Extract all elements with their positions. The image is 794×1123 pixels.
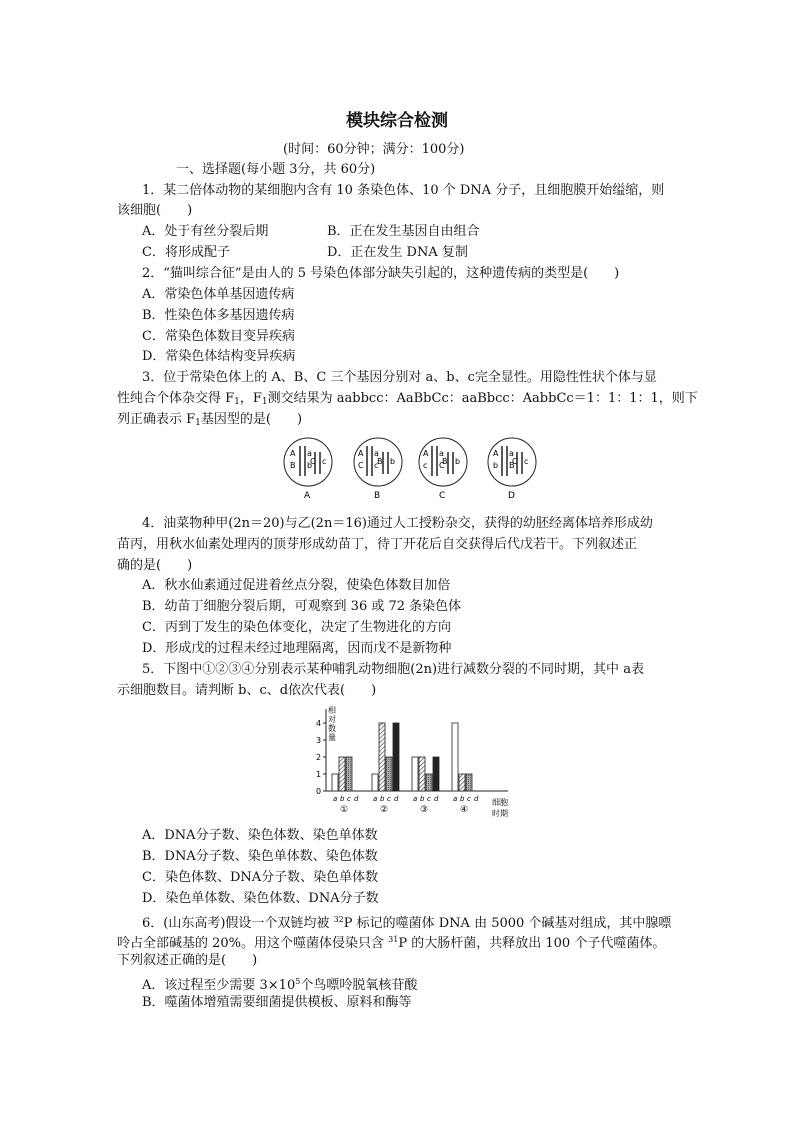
bar-d-3 — [433, 757, 439, 791]
q3-cell-d — [488, 438, 536, 486]
page-title: 模块综合检测 — [346, 111, 448, 131]
q2-option-a: A．常染色体单基因遗传病 — [142, 287, 295, 302]
svg-text:时期: 时期 — [492, 809, 508, 818]
svg-text:b: b — [455, 457, 461, 466]
bar-letter-label: a — [453, 795, 458, 803]
bar-c-2 — [386, 757, 392, 791]
q5-option-c: C．染色体数、DNA分子数、染色单体数 — [142, 870, 379, 885]
bar-letter-label: b — [460, 795, 465, 803]
q6-option-b: B．噬菌体增殖需要细菌提供模板、原料和酶等 — [142, 995, 412, 1010]
bar-letter-label: b — [340, 795, 345, 803]
bar-a-1 — [332, 774, 338, 791]
q3-label-a: A — [304, 491, 311, 501]
q3-label-c: C — [439, 491, 446, 501]
svg-text:A: A — [493, 449, 499, 458]
svg-text:b: b — [390, 457, 396, 466]
y-tick-label: 3 — [316, 736, 322, 745]
bar-a-2 — [372, 774, 378, 791]
bar-letter-label: c — [427, 795, 431, 803]
section-heading: 一、选择题(每小题 3分，共 60分) — [176, 162, 376, 177]
q5-stem-line1: 5．下图中①②③④分别表示某种哺乳动物细胞(2n)进行减数分裂的不同时期，其中 a表 — [142, 662, 644, 677]
svg-text:c: c — [524, 457, 529, 466]
svg-text:a: a — [374, 449, 379, 458]
svg-text:量: 量 — [328, 733, 336, 742]
q6-stem-line2: 呤占全部碱基的 20%。用这个噬菌体侵染只含 $^{31}$P 的大肠杆菌，共释放出 100 个子代噬菌体。 — [117, 935, 666, 951]
bar-letter-label: d — [394, 795, 399, 803]
q3-stem-line2: 性纯合个体杂交得 $F_1$，$F_1$测交结果为 aabbcc：AaBbCc：aaBbcc：AabbCc＝1：1：1：1，则下 — [117, 391, 698, 407]
bar-letter-label: c — [347, 795, 351, 803]
svg-text:C: C — [310, 457, 316, 466]
svg-text:相: 相 — [328, 706, 336, 715]
bar-c-4 — [466, 774, 472, 791]
q1-option-b: B．正在发生基因自由组合 — [327, 224, 480, 239]
svg-text:b: b — [493, 461, 499, 470]
bar-letter-label: d — [434, 795, 439, 803]
bar-b-1 — [339, 757, 345, 791]
q2-stem: 2．“猫叫综合征”是由人的 5 号染色体部分缺失引起的，这种遗传病的类型是( ) — [142, 266, 620, 281]
q5-stem-line2: 示细胞数目。请判断 b、c、d依次代表( ) — [117, 683, 377, 698]
q4-stem-line1: 4．油菜物种甲(2n＝20)与乙(2n＝16)通过人工授粉杂交，获得的幼胚经离体培养形成幼 — [142, 516, 653, 531]
q4-option-d: D．形成戊的过程未经过地理隔离，因而戊不是新物种 — [142, 641, 452, 656]
q3-cell-a — [284, 438, 332, 486]
q3-stem-line3: 列正确表示 $F_1$基因型的是( ) — [117, 412, 303, 428]
svg-text:c: c — [423, 461, 428, 470]
bar-letter-label: c — [467, 795, 471, 803]
bar-d-2 — [393, 723, 399, 791]
bar-a-4 — [452, 723, 458, 791]
exam-info: (时间：60分钟；满分：100分) — [283, 142, 465, 157]
svg-text:B: B — [377, 457, 383, 466]
y-tick-label: 4 — [316, 719, 322, 728]
category-label: ③ — [420, 805, 429, 815]
bar-letter-label: d — [474, 795, 479, 803]
svg-text:c: c — [374, 461, 379, 470]
q1-option-a: A．处于有丝分裂后期 — [142, 224, 269, 239]
q3-label-d: D — [508, 491, 515, 501]
svg-text:A: A — [358, 449, 364, 458]
q3-cell-c — [419, 438, 467, 486]
category-label: ④ — [460, 805, 469, 815]
q5-bar-chart — [296, 703, 526, 823]
svg-text:A: A — [290, 449, 296, 458]
svg-text:B: B — [290, 461, 296, 470]
y-tick-label: 2 — [316, 753, 322, 762]
q2-option-d: D．常染色体结构变异疾病 — [142, 349, 296, 364]
bar-c-3 — [426, 774, 432, 791]
q4-stem-line3: 确的是( ) — [117, 558, 193, 573]
q1-option-d: D．正在发生 DNA 复制 — [327, 245, 468, 260]
svg-text:B: B — [509, 461, 515, 470]
q6-stem-line1: 6．(山东高考)假设一个双链均被 $^{32}$P 标记的噬菌体 DNA 由 5000 个碱基对组成，其中腺嘌 — [142, 915, 672, 931]
q3-label-b: B — [374, 491, 381, 501]
y-axis-label — [328, 705, 336, 742]
bar-letter-label: c — [387, 795, 391, 803]
q3-cell-b — [354, 438, 402, 486]
bar-a-3 — [412, 757, 418, 791]
svg-text:C: C — [512, 457, 518, 466]
q6-option-a: A．该过程至少需要 $3\times 10^5$个鸟嘌呤脱氧核苷酸 — [142, 977, 418, 993]
bar-b-2 — [379, 723, 385, 791]
bar-c-1 — [346, 757, 352, 791]
svg-text:a: a — [509, 449, 514, 458]
bar-letter-label: a — [373, 795, 378, 803]
q5-option-d: D．染色单体数、染色体数、DNA分子数 — [142, 891, 379, 906]
x-axis-label — [492, 798, 508, 818]
svg-text:对: 对 — [328, 715, 336, 724]
bar-letter-label: d — [354, 795, 359, 803]
category-label: ① — [340, 805, 349, 815]
category-label: ② — [380, 805, 389, 815]
bar-letter-label: a — [413, 795, 418, 803]
y-tick-label: 0 — [316, 787, 322, 796]
svg-text:B: B — [442, 457, 448, 466]
q4-option-c: C．丙到丁发生的染色体变化，决定了生物进化的方向 — [142, 620, 451, 635]
bar-letter-label: a — [333, 795, 338, 803]
q4-option-b: B．幼苗丁细胞分裂后期，可观察到 36 或 72 条染色体 — [142, 599, 462, 614]
svg-text:细胞: 细胞 — [492, 798, 508, 807]
svg-text:A: A — [423, 449, 429, 458]
bar-b-3 — [419, 757, 425, 791]
q6-stem-line3: 下列叙述正确的是( ) — [117, 953, 258, 968]
bar-letter-label: b — [420, 795, 425, 803]
svg-text:c: c — [322, 457, 327, 466]
q2-option-b: B．性染色体多基因遗传病 — [142, 308, 295, 323]
q1-stem-line2: 该细胞( ) — [117, 203, 193, 218]
svg-text:a: a — [307, 449, 312, 458]
q1-option-c: C．将形成配子 — [142, 245, 230, 260]
bar-b-4 — [459, 774, 465, 791]
svg-text:C: C — [358, 461, 364, 470]
q3-genotype-diagrams — [270, 434, 550, 502]
q4-stem-line2: 苗丙，用秋水仙素处理丙的顶芽形成幼苗丁，待丁开花后自交获得后代戊若干。下列叙述正 — [117, 537, 638, 552]
q2-option-c: C．常染色体数目变异疾病 — [142, 329, 295, 344]
q1-stem-line1: 1．某二倍体动物的某细胞内含有 10 条染色体、10 个 DNA 分子，且细胞膜开始缢缩，则 — [142, 183, 665, 198]
svg-text:C: C — [439, 461, 445, 470]
y-tick-label: 1 — [316, 770, 322, 779]
q4-option-a: A．秋水仙素通过促进着丝点分裂，使染色体数目加倍 — [142, 578, 451, 593]
bar-letter-label: b — [380, 795, 385, 803]
q3-stem-line1: 3．位于常染色体上的 A、B、C 三个基因分别对 a、b、c完全显性。用隐性性状个体与显 — [142, 370, 657, 385]
svg-text:a: a — [439, 449, 444, 458]
svg-text:数: 数 — [328, 724, 336, 733]
q5-option-b: B．DNA分子数、染色单体数、染色体数 — [142, 849, 378, 864]
svg-text:b: b — [307, 461, 313, 470]
q5-option-a: A．DNA分子数、染色体数、染色单体数 — [142, 828, 378, 843]
